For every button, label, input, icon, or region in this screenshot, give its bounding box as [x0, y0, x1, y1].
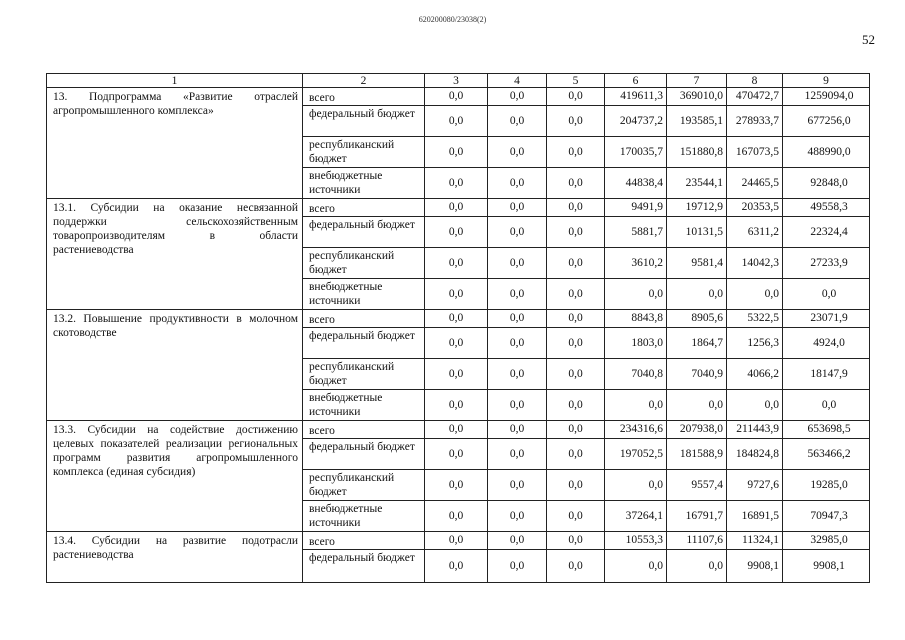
value-cell: 0,0: [425, 501, 488, 532]
value-cell: 0,0: [425, 421, 488, 439]
value-cell: 10131,5: [667, 217, 727, 248]
value-cell: 207938,0: [667, 421, 727, 439]
measure-title: 13.4. Субсидии на развитие подотрасли растениеводства: [47, 532, 303, 583]
funding-source: федеральный бюджет: [303, 328, 425, 359]
value-cell: 11324,1: [727, 532, 783, 550]
value-cell: 0,0: [605, 279, 667, 310]
funding-source: внебюджетные источники: [303, 390, 425, 421]
value-cell: 22324,4: [783, 217, 870, 248]
funding-source: республиканский бюджет: [303, 137, 425, 168]
table-row: [47, 310, 870, 328]
funding-source: федеральный бюджет: [303, 106, 425, 137]
value-cell: 0,0: [547, 137, 605, 168]
value-cell: 0,0: [488, 137, 547, 168]
value-cell: 4924,0: [783, 328, 870, 359]
value-cell: 9557,4: [667, 470, 727, 501]
value-cell: 0,0: [547, 279, 605, 310]
value-cell: 16891,5: [727, 501, 783, 532]
value-cell: 0,0: [425, 470, 488, 501]
value-cell: 19712,9: [667, 199, 727, 217]
funding-source: республиканский бюджет: [303, 248, 425, 279]
value-cell: 44838,4: [605, 168, 667, 199]
funding-source: республиканский бюджет: [303, 470, 425, 501]
value-cell: 0,0: [488, 439, 547, 470]
value-cell: 211443,9: [727, 421, 783, 439]
column-header: 9: [783, 74, 870, 88]
value-cell: 8905,6: [667, 310, 727, 328]
value-cell: 8843,8: [605, 310, 667, 328]
value-cell: 0,0: [488, 470, 547, 501]
value-cell: 204737,2: [605, 106, 667, 137]
value-cell: 23071,9: [783, 310, 870, 328]
value-cell: 0,0: [425, 168, 488, 199]
table-row: [47, 532, 870, 550]
value-cell: 0,0: [547, 359, 605, 390]
value-cell: 0,0: [488, 279, 547, 310]
column-header: 5: [547, 74, 605, 88]
value-cell: 0,0: [547, 168, 605, 199]
page-number: 52: [862, 32, 875, 47]
value-cell: 470472,7: [727, 88, 783, 106]
column-header: 6: [605, 74, 667, 88]
value-cell: 5322,5: [727, 310, 783, 328]
value-cell: 193585,1: [667, 106, 727, 137]
value-cell: 419611,3: [605, 88, 667, 106]
measure-title: 13.1. Субсидии на оказание несвязанной поддержки сельскохозяйственным товаропроизводителям в области растениеводства: [47, 199, 303, 310]
value-cell: 0,0: [488, 88, 547, 106]
value-cell: 0,0: [547, 248, 605, 279]
value-cell: 0,0: [488, 501, 547, 532]
value-cell: 0,0: [547, 501, 605, 532]
value-cell: 181588,9: [667, 439, 727, 470]
value-cell: 16791,7: [667, 501, 727, 532]
funding-source: внебюджетные источники: [303, 168, 425, 199]
value-cell: 0,0: [547, 328, 605, 359]
funding-source: республиканский бюджет: [303, 359, 425, 390]
value-cell: 0,0: [425, 359, 488, 390]
value-cell: 1803,0: [605, 328, 667, 359]
value-cell: 92848,0: [783, 168, 870, 199]
value-cell: 0,0: [605, 470, 667, 501]
value-cell: 1259094,0: [783, 88, 870, 106]
column-header: 3: [425, 74, 488, 88]
funding-source: внебюджетные источники: [303, 279, 425, 310]
value-cell: 0,0: [727, 390, 783, 421]
value-cell: 0,0: [425, 532, 488, 550]
value-cell: 14042,3: [727, 248, 783, 279]
value-cell: 9908,1: [727, 550, 783, 583]
value-cell: 10553,3: [605, 532, 667, 550]
value-cell: 0,0: [488, 550, 547, 583]
value-cell: 0,0: [425, 88, 488, 106]
value-cell: 0,0: [727, 279, 783, 310]
value-cell: 20353,5: [727, 199, 783, 217]
value-cell: 19285,0: [783, 470, 870, 501]
value-cell: 0,0: [425, 199, 488, 217]
value-cell: 151880,8: [667, 137, 727, 168]
value-cell: 0,0: [425, 217, 488, 248]
column-header-row: [47, 74, 870, 88]
value-cell: 278933,7: [727, 106, 783, 137]
value-cell: 0,0: [488, 168, 547, 199]
column-header: 2: [303, 74, 425, 88]
funding-source: федеральный бюджет: [303, 217, 425, 248]
value-cell: 70947,3: [783, 501, 870, 532]
value-cell: 1256,3: [727, 328, 783, 359]
document-code: 620200080/23038(2): [418, 15, 487, 24]
column-header: 7: [667, 74, 727, 88]
value-cell: 0,0: [425, 279, 488, 310]
value-cell: 0,0: [488, 248, 547, 279]
value-cell: 0,0: [605, 390, 667, 421]
value-cell: 0,0: [488, 421, 547, 439]
measure-title: 13. Подпрограмма «Развитие отраслей агропромышленного комплекса»: [47, 88, 303, 199]
column-header: 8: [727, 74, 783, 88]
value-cell: 0,0: [425, 439, 488, 470]
value-cell: 0,0: [425, 390, 488, 421]
value-cell: 0,0: [425, 106, 488, 137]
value-cell: 0,0: [667, 390, 727, 421]
value-cell: 0,0: [547, 532, 605, 550]
value-cell: 0,0: [547, 421, 605, 439]
value-cell: 167073,5: [727, 137, 783, 168]
value-cell: 0,0: [488, 106, 547, 137]
value-cell: 0,0: [425, 310, 488, 328]
funding-source: федеральный бюджет: [303, 439, 425, 470]
value-cell: 0,0: [425, 328, 488, 359]
value-cell: 11107,6: [667, 532, 727, 550]
value-cell: 0,0: [667, 279, 727, 310]
value-cell: 0,0: [547, 439, 605, 470]
value-cell: 0,0: [425, 137, 488, 168]
value-cell: 653698,5: [783, 421, 870, 439]
value-cell: 0,0: [488, 328, 547, 359]
value-cell: 0,0: [425, 550, 488, 583]
value-cell: 0,0: [547, 217, 605, 248]
value-cell: 0,0: [488, 217, 547, 248]
value-cell: 1864,7: [667, 328, 727, 359]
value-cell: 0,0: [488, 532, 547, 550]
value-cell: 7040,8: [605, 359, 667, 390]
value-cell: 0,0: [488, 359, 547, 390]
value-cell: 0,0: [547, 470, 605, 501]
value-cell: 37264,1: [605, 501, 667, 532]
value-cell: 234316,6: [605, 421, 667, 439]
value-cell: 5881,7: [605, 217, 667, 248]
value-cell: 184824,8: [727, 439, 783, 470]
value-cell: 0,0: [667, 550, 727, 583]
value-cell: 0,0: [547, 199, 605, 217]
value-cell: 197052,5: [605, 439, 667, 470]
value-cell: 0,0: [547, 550, 605, 583]
measure-title: 13.2. Повышение продуктивности в молочном скотоводстве: [47, 310, 303, 421]
value-cell: 563466,2: [783, 439, 870, 470]
funding-source: всего: [303, 310, 425, 328]
value-cell: 0,0: [488, 199, 547, 217]
funding-source: всего: [303, 199, 425, 217]
value-cell: 32985,0: [783, 532, 870, 550]
value-cell: 0,0: [488, 310, 547, 328]
value-cell: 23544,1: [667, 168, 727, 199]
value-cell: 4066,2: [727, 359, 783, 390]
value-cell: 488990,0: [783, 137, 870, 168]
table-body: [47, 74, 870, 583]
funding-source: федеральный бюджет: [303, 550, 425, 583]
funding-source: всего: [303, 88, 425, 106]
value-cell: 7040,9: [667, 359, 727, 390]
funding-source: всего: [303, 421, 425, 439]
value-cell: 6311,2: [727, 217, 783, 248]
value-cell: 18147,9: [783, 359, 870, 390]
value-cell: 9581,4: [667, 248, 727, 279]
value-cell: 9491,9: [605, 199, 667, 217]
measure-title: 13.3. Субсидии на содействие достижению целевых показателей реализации региональных программ развития агропромышленного комплекса (единая субсидия): [47, 421, 303, 532]
value-cell: 27233,9: [783, 248, 870, 279]
value-cell: 677256,0: [783, 106, 870, 137]
budget-table: [46, 73, 870, 583]
value-cell: 9908,1: [783, 550, 870, 583]
value-cell: 0,0: [783, 390, 870, 421]
value-cell: 0,0: [425, 248, 488, 279]
table-row: [47, 88, 870, 106]
value-cell: 0,0: [547, 106, 605, 137]
value-cell: 170035,7: [605, 137, 667, 168]
funding-source: внебюджетные источники: [303, 501, 425, 532]
value-cell: 9727,6: [727, 470, 783, 501]
value-cell: 49558,3: [783, 199, 870, 217]
table-row: [47, 421, 870, 439]
value-cell: 0,0: [605, 550, 667, 583]
value-cell: 0,0: [547, 88, 605, 106]
column-header: 1: [47, 74, 303, 88]
value-cell: 24465,5: [727, 168, 783, 199]
value-cell: 0,0: [547, 310, 605, 328]
value-cell: 0,0: [488, 390, 547, 421]
value-cell: 3610,2: [605, 248, 667, 279]
funding-source: всего: [303, 532, 425, 550]
value-cell: 0,0: [547, 390, 605, 421]
column-header: 4: [488, 74, 547, 88]
table-row: [47, 199, 870, 217]
value-cell: 369010,0: [667, 88, 727, 106]
value-cell: 0,0: [783, 279, 870, 310]
